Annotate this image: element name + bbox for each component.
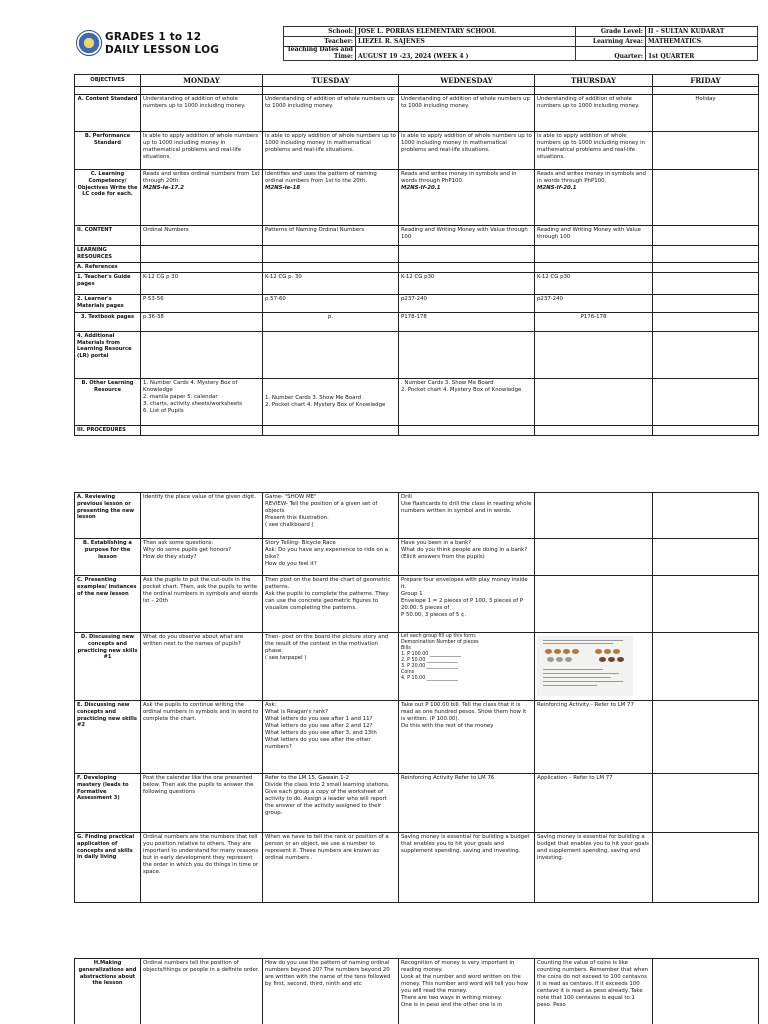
cell-monday: p.36-38: [141, 312, 263, 331]
cell-wednesday: [399, 170, 535, 226]
dates-label-line1: Teaching Dates and: [286, 46, 353, 53]
document-title-line1: GRADES 1 to 12: [105, 31, 202, 43]
generalization-table: [74, 958, 759, 1024]
day-header-monday: MONDAY: [141, 75, 263, 87]
cell-wednesday: Take out P 100.00 bill. Tell the class that it is read as one hundred pesos. Show them how it is written. (P 100.00). Do this with the rest of the money: [399, 701, 535, 774]
row-label: A. Content Standard: [75, 95, 141, 132]
cell-tuesday: How do you use the pattern of naming ordinal numbers beyond 20? The numbers beyond 20 are written with the name of the tens followed by first, second, third, ninth and etc: [263, 959, 399, 1024]
cell-monday: Understanding of addition of whole numbers up to 1000 including money.: [141, 95, 263, 132]
row-label: 1. Teacher's Guide pages: [75, 272, 141, 294]
cell-thursday: Reinforcing Activity - Refer to LM 77: [535, 701, 653, 774]
cell-tuesday: Then- post on the board the picture story and the result of the contest in the motivation phase. ( see tarpapel ): [263, 633, 399, 701]
competency-text: Reads and writes money in symbols and in words through PhP100.: [537, 171, 646, 185]
row-label: F. Developing mastery (leads to Formative Assessment 3): [75, 774, 141, 833]
table-row: [75, 833, 759, 903]
cell-tuesday: Is able to apply addition of whole numbers up to 1000 including money in mathematical problems and real-life situations.: [263, 132, 399, 170]
cell-tuesday: Patterns of Naming Ordinal Numbers: [263, 226, 399, 246]
objectives-header: OBJECTIVES: [75, 75, 141, 87]
cell-wednesday: Saving money is essential for building a budget that enables you to hit your goals and supplement spending, saving and investing.: [399, 833, 535, 903]
cell-monday: [141, 170, 263, 226]
row-label: B. Performance Standard: [75, 132, 141, 170]
row-label: 2. Learner's Materials pages: [75, 294, 141, 312]
cell-friday: [653, 378, 759, 425]
row-label: B. Establishing a purpose for the lesson: [75, 539, 141, 576]
cell-tuesday: Story Telling- Bicycle Race Ask: Do you have any experience to ride on a bike? How do you feel it?: [263, 539, 399, 576]
cell-monday: Ask the pupils to continue writing the ordinal numbers in symbols and in word to complete the chart.: [141, 701, 263, 774]
cell-wednesday: K-12 CG p30: [399, 272, 535, 294]
table-row: [75, 493, 759, 539]
cell-thursday: Saving money is essential for building a budget that enables you to hit your goals and supplement spending, saving and investing.: [535, 833, 653, 903]
row-label: G. Finding practical application of concepts and skills in daily living: [75, 833, 141, 903]
table-row: [75, 378, 759, 425]
competency-text: Reads and writes ordinal numbers from 1st through 20th.: [143, 171, 260, 185]
table-row: [75, 576, 759, 633]
objectives-table: [74, 74, 759, 436]
row-label: A. References: [75, 263, 141, 273]
cell-thursday: [535, 539, 653, 576]
cell-friday: [653, 132, 759, 170]
cell-monday: Ordinal numbers are the numbers that tell you position relative to others. They are important to understand for many reasons but in early development they represent the order in which you do things in time or space.: [141, 833, 263, 903]
grade-level-value: II – SULTAN KUDARAT: [646, 27, 758, 37]
cell-monday: Then ask some questions: Why do some pupils get honors? How do they study?: [141, 539, 263, 576]
cell-thursday: Understanding of addition of whole numbers up to 1000 including money.: [535, 95, 653, 132]
table-row: [75, 959, 759, 1024]
cell-wednesday: Understanding of addition of whole numbers up to 1000 including money.: [399, 95, 535, 132]
cell-thursday: K-12 CG p30: [535, 272, 653, 294]
school-label: School:: [284, 27, 356, 37]
spacer-row: [75, 87, 759, 95]
competency-text: Reads and writes money in symbols and in words through PhP100.: [401, 171, 517, 185]
cell-thursday: Application – Refer to LM 77: [535, 774, 653, 833]
cell-thursday: [535, 170, 653, 226]
competency-text: Identifies and uses the pattern of naming ordinal numbers from 1st to the 20th.: [265, 171, 377, 185]
cell-friday: [653, 170, 759, 226]
cell-friday: [653, 539, 759, 576]
cell-tuesday: Then post on the board the chart of geometric patterns. Ask the pupils to complete the patterns. They can use the concrete geometric figures to visualize completing the patterns.: [263, 576, 399, 633]
cell-friday: [653, 312, 759, 331]
table-row: [75, 170, 759, 226]
cell-friday: [653, 272, 759, 294]
cell-monday: Identify the place value of the given digit.: [141, 493, 263, 539]
learning-area-label: Learning Area:: [576, 37, 646, 47]
school-value: JOSE L. PORRAS ELEMENTARY SCHOOL: [356, 27, 576, 37]
row-label: 4. Additional Materials from Learning Resource (LR) portal: [75, 331, 141, 378]
row-label: C. Learning Competency/ Objectives Write the LC code for each.: [75, 170, 141, 226]
row-label: D. Discussing new concepts and practicing new skills #1: [75, 633, 141, 701]
dates-value: AUGUST 19 -23, 2024 (WEEK 4 ): [356, 47, 576, 61]
cell-monday: P 53-56: [141, 294, 263, 312]
cell-thursday: p237-240: [535, 294, 653, 312]
cell-tuesday: Ask: What is Reagan's rank? What letters do you see after 1 and 11? What letters do you see after 2 and 12? What letters do you see after 3, and 13th What letters do you see after the other numbers?: [263, 701, 399, 774]
cell-wednesday: Is able to apply addition of whole numbers up to 1000 including money in mathematical problems and real-life situations.: [399, 132, 535, 170]
cell-thursday: P176-178: [535, 312, 653, 331]
procedures-table: [74, 492, 759, 903]
teacher-label: Teacher:: [284, 37, 356, 47]
cell-thursday: [535, 378, 653, 425]
cell-wednesday: P178-178: [399, 312, 535, 331]
table-row: [75, 312, 759, 331]
table-row: [75, 539, 759, 576]
row-label: A. Reviewing previous lesson or presenting the new lesson: [75, 493, 141, 539]
row-label: II. CONTENT: [75, 226, 141, 246]
cell-tuesday: Understanding of addition of whole numbers up to 1000 including money.: [263, 95, 399, 132]
cell-friday: [653, 294, 759, 312]
cell-friday: [653, 493, 759, 539]
cell-wednesday: Let each group fill up this form: Demonination Number of pieces Bills 1. P 100.00 _____________ 2. P 50.00 _____________ 3. P 20.00 _____________ Coins 4. P 10.00 _____________: [399, 633, 535, 701]
cell-thursday: Reading and Writing Money with Value through 100: [535, 226, 653, 246]
cell-monday: Ordinal Numbers: [141, 226, 263, 246]
table-row: [75, 774, 759, 833]
cell-monday: What do you observe about what are written next to the names of pupils?: [141, 633, 263, 701]
dates-label: [284, 47, 356, 61]
row-label: LEARNING RESOURCES: [75, 246, 141, 263]
document-header: [74, 26, 758, 66]
cell-monday: K-12 CG p 30: [141, 272, 263, 294]
cell-friday: [653, 701, 759, 774]
cell-friday: [653, 226, 759, 246]
cell-tuesday: [263, 170, 399, 226]
day-header-thursday: THURSDAY: [535, 75, 653, 87]
document-title-line2: DAILY LESSON LOG: [105, 44, 220, 56]
deped-seal-icon: [76, 30, 102, 56]
cell-monday: Ordinal numbers tell the position of objects/things or people in a definite order.: [141, 959, 263, 1024]
table-row: [75, 226, 759, 246]
cell-friday: [653, 774, 759, 833]
competency-code: M2NS-If-20.1: [401, 185, 441, 192]
row-label: C. Presenting examples/ instances of the new lesson: [75, 576, 141, 633]
competency-code: M2NS-Ie-18: [265, 185, 301, 192]
cell-tuesday: Game- "SHOW ME" REVIEW- Tell the position of a given set of objects Present this illustration. ( see chalkboard ): [263, 493, 399, 539]
cell-thursday: Is able to apply addition of whole numbers up to 1000 including money in mathematical problems and real-life situations.: [535, 132, 653, 170]
dates-label-line2: Time:: [333, 52, 353, 60]
row-label: B. Other Learning Resource: [75, 378, 141, 425]
day-header-friday: FRIDAY: [653, 75, 759, 87]
quarter-label: Quarter:: [576, 47, 646, 61]
row-label: III. PROCEDURES: [75, 425, 141, 435]
cell-wednesday: Prepare four envelopes with play money inside it. Group 1 Envelope 1 = 2 pieces of P 100, 3 pieces of P 20.00, 5 pieces of P 50.00, 3 pieces of 5 ¢.: [399, 576, 535, 633]
grade-level-label: Grade Level:: [576, 27, 646, 37]
cell-wednesday: Reading and Writing Money with Value through 100: [399, 226, 535, 246]
cell-tuesday: p.57-60: [263, 294, 399, 312]
cell-wednesday: Reinforcing Activity Refer to LM 76: [399, 774, 535, 833]
row-label: 3. Textbook pages: [75, 312, 141, 331]
cell-tuesday: K-12 CG p. 30: [263, 272, 399, 294]
cell-wednesday: . Number Cards 3. Show Me Board 2. Pocket chart 4. Mystery Box of Knowledge: [399, 378, 535, 425]
cell-friday-holiday: Holiday: [653, 95, 759, 132]
table-row: [75, 633, 759, 701]
cell-tuesday: Refer to the LM 15, Gawain 1-2 Divide the class into 2 small learning stations. Give each group a copy of the worksheet of activity to do. Assign a leader who will report the answer of the activity assigned to their group.: [263, 774, 399, 833]
table-row: [75, 132, 759, 170]
competency-code: M2NS-Ie-17.2: [143, 185, 184, 192]
table-row: [75, 246, 759, 263]
cell-monday: Post the calendar like the one presented below. Then ask the pupils to answer the following questions: [141, 774, 263, 833]
cell-wednesday: p237-240: [399, 294, 535, 312]
table-row: [75, 294, 759, 312]
table-row: [75, 425, 759, 435]
cell-thursday: [535, 493, 653, 539]
cell-thursday: Counting the value of coins is like counting numbers. Remember that when the coins do not exceed to 100 centavos it is read as centavo. If it exceeds 100 centavo it is read as peso already. Take note that 100 centavos is equal to 1 peso. Peso: [535, 959, 653, 1024]
row-label: E. Discussing new concepts and practicing new skills #2: [75, 701, 141, 774]
cell-wednesday: Drill Use flashcards to drill the class in reading whole numbers written in symbol and in words.: [399, 493, 535, 539]
row-label: H.Making generalizations and abstractions about the lesson: [75, 959, 141, 1024]
cell-thursday: [535, 576, 653, 633]
cell-friday: [653, 576, 759, 633]
cell-tuesday: When we have to tell the rank or position of a person or an object, we use a number to represent it. These numbers are known as ordinal numbers .: [263, 833, 399, 903]
learning-area-value: MATHEMATICS: [646, 37, 758, 47]
cell-tuesday: 1. Number Cards 3. Show Me Board 2. Pocket chart 4. Mystery Box of Knowledge: [263, 378, 399, 425]
day-header-tuesday: TUESDAY: [263, 75, 399, 87]
table-row: [75, 701, 759, 774]
cell-friday: [653, 833, 759, 903]
money-denomination-picture: [537, 636, 633, 696]
table-row: [75, 95, 759, 132]
cell-friday: [653, 633, 759, 701]
cell-friday: [653, 959, 759, 1024]
competency-code: M2NS-If-20.1: [537, 185, 577, 192]
cell-monday: Is able to apply addition of whole numbers up to 1000 including money in mathematical problems and real-life situations.: [141, 132, 263, 170]
teacher-value: LIEZEL R. SAJENES: [356, 37, 576, 47]
day-header-wednesday: WEDNESDAY: [399, 75, 535, 87]
table-row: [75, 272, 759, 294]
cell-monday: Ask the pupils to put the cut-outs in the pocket chart. Then, ask the pupils to write the ordinal numbers in symbols and words Ist – 20th: [141, 576, 263, 633]
table-row: [75, 263, 759, 273]
cell-tuesday: p.: [263, 312, 399, 331]
cell-wednesday: Recognition of money is very important in reading money. Look at the number and word written on the money. This number and word will tell you how you will read the money. There are two ways in writing money. One is in peso and the other one is in: [399, 959, 535, 1024]
cell-monday: 1. Number Cards 4. Mystery Box of Knowledge 2. manila paper 5. calendar 3. charts, activity sheets/worksheets 6. List of Pupils: [141, 378, 263, 425]
table-row: [75, 331, 759, 378]
header-info-table: [283, 26, 758, 61]
quarter-value: 1st QUARTER: [646, 47, 758, 61]
cell-wednesday: Have you been in a bank? What do you think people are doing in a bank? (Elicit answers from the pupils): [399, 539, 535, 576]
cell-thursday: [535, 633, 653, 701]
